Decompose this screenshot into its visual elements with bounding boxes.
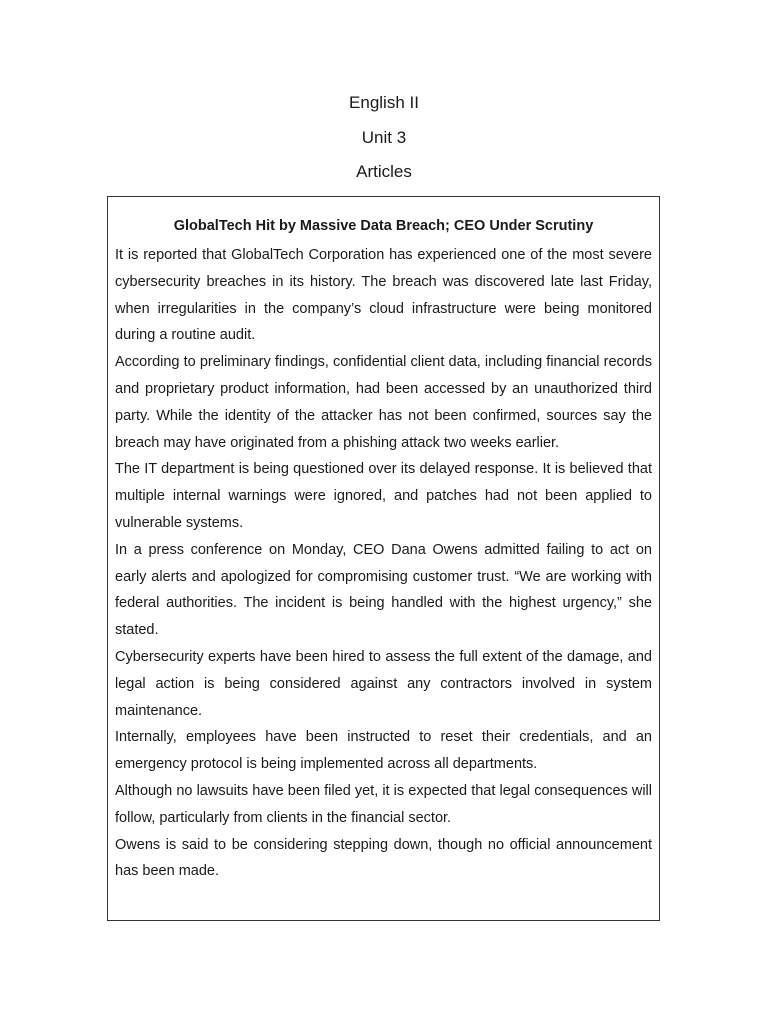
course-title: English II bbox=[349, 93, 419, 112]
article-paragraph: Cybersecurity experts have been hired to assess the full extent of the damage, and legal action is being considered against any contractors involved in system maintenance. bbox=[115, 648, 652, 719]
unit-title: Unit 3 bbox=[361, 127, 407, 147]
article-paragraph: It is reported that GlobalTech Corporation has experienced one of the most severe cybersecurity breaches in its history. The breach was discovered late last Friday, when irregularities in the company’s cloud infrastructure were being monitored during a routine audit. bbox=[115, 247, 652, 344]
article-paragraph: Owens is said to be considering stepping down, though no official announcement has been made. bbox=[115, 836, 652, 880]
article-paragraph: According to preliminary findings, confidential client data, including financial records and proprietary product information, had been accessed by an unauthorized third party. While the identity of the attacker has not been confirmed, sources say the breach may have originated from a phishing attack two weeks earlier. bbox=[115, 354, 652, 451]
article-box bbox=[107, 196, 660, 921]
article-paragraph: Internally, employees have been instructed to reset their credentials, and an emergency protocol is being implemented across all departments. bbox=[115, 729, 652, 773]
article-headline: GlobalTech Hit by Massive Data Breach; CEO Under Scrutiny bbox=[173, 218, 594, 234]
document-header bbox=[0, 86, 768, 190]
topic-title: Articles bbox=[356, 162, 412, 181]
article-paragraph: In a press conference on Monday, CEO Dana Owens admitted failing to act on early alerts and apologized for compromising customer trust. “We are working with federal authorities. The incident is being handled with the highest urgency,” she stated. bbox=[115, 541, 652, 639]
article-body bbox=[115, 242, 652, 885]
article-paragraph: The IT department is being questioned over its delayed response. It is believed that multiple internal warnings were ignored, and patches had not been applied to vulnerable systems. bbox=[115, 461, 652, 531]
article-paragraph: Although no lawsuits have been filed yet, it is expected that legal consequences will follow, particularly from clients in the financial sector. bbox=[115, 782, 652, 826]
